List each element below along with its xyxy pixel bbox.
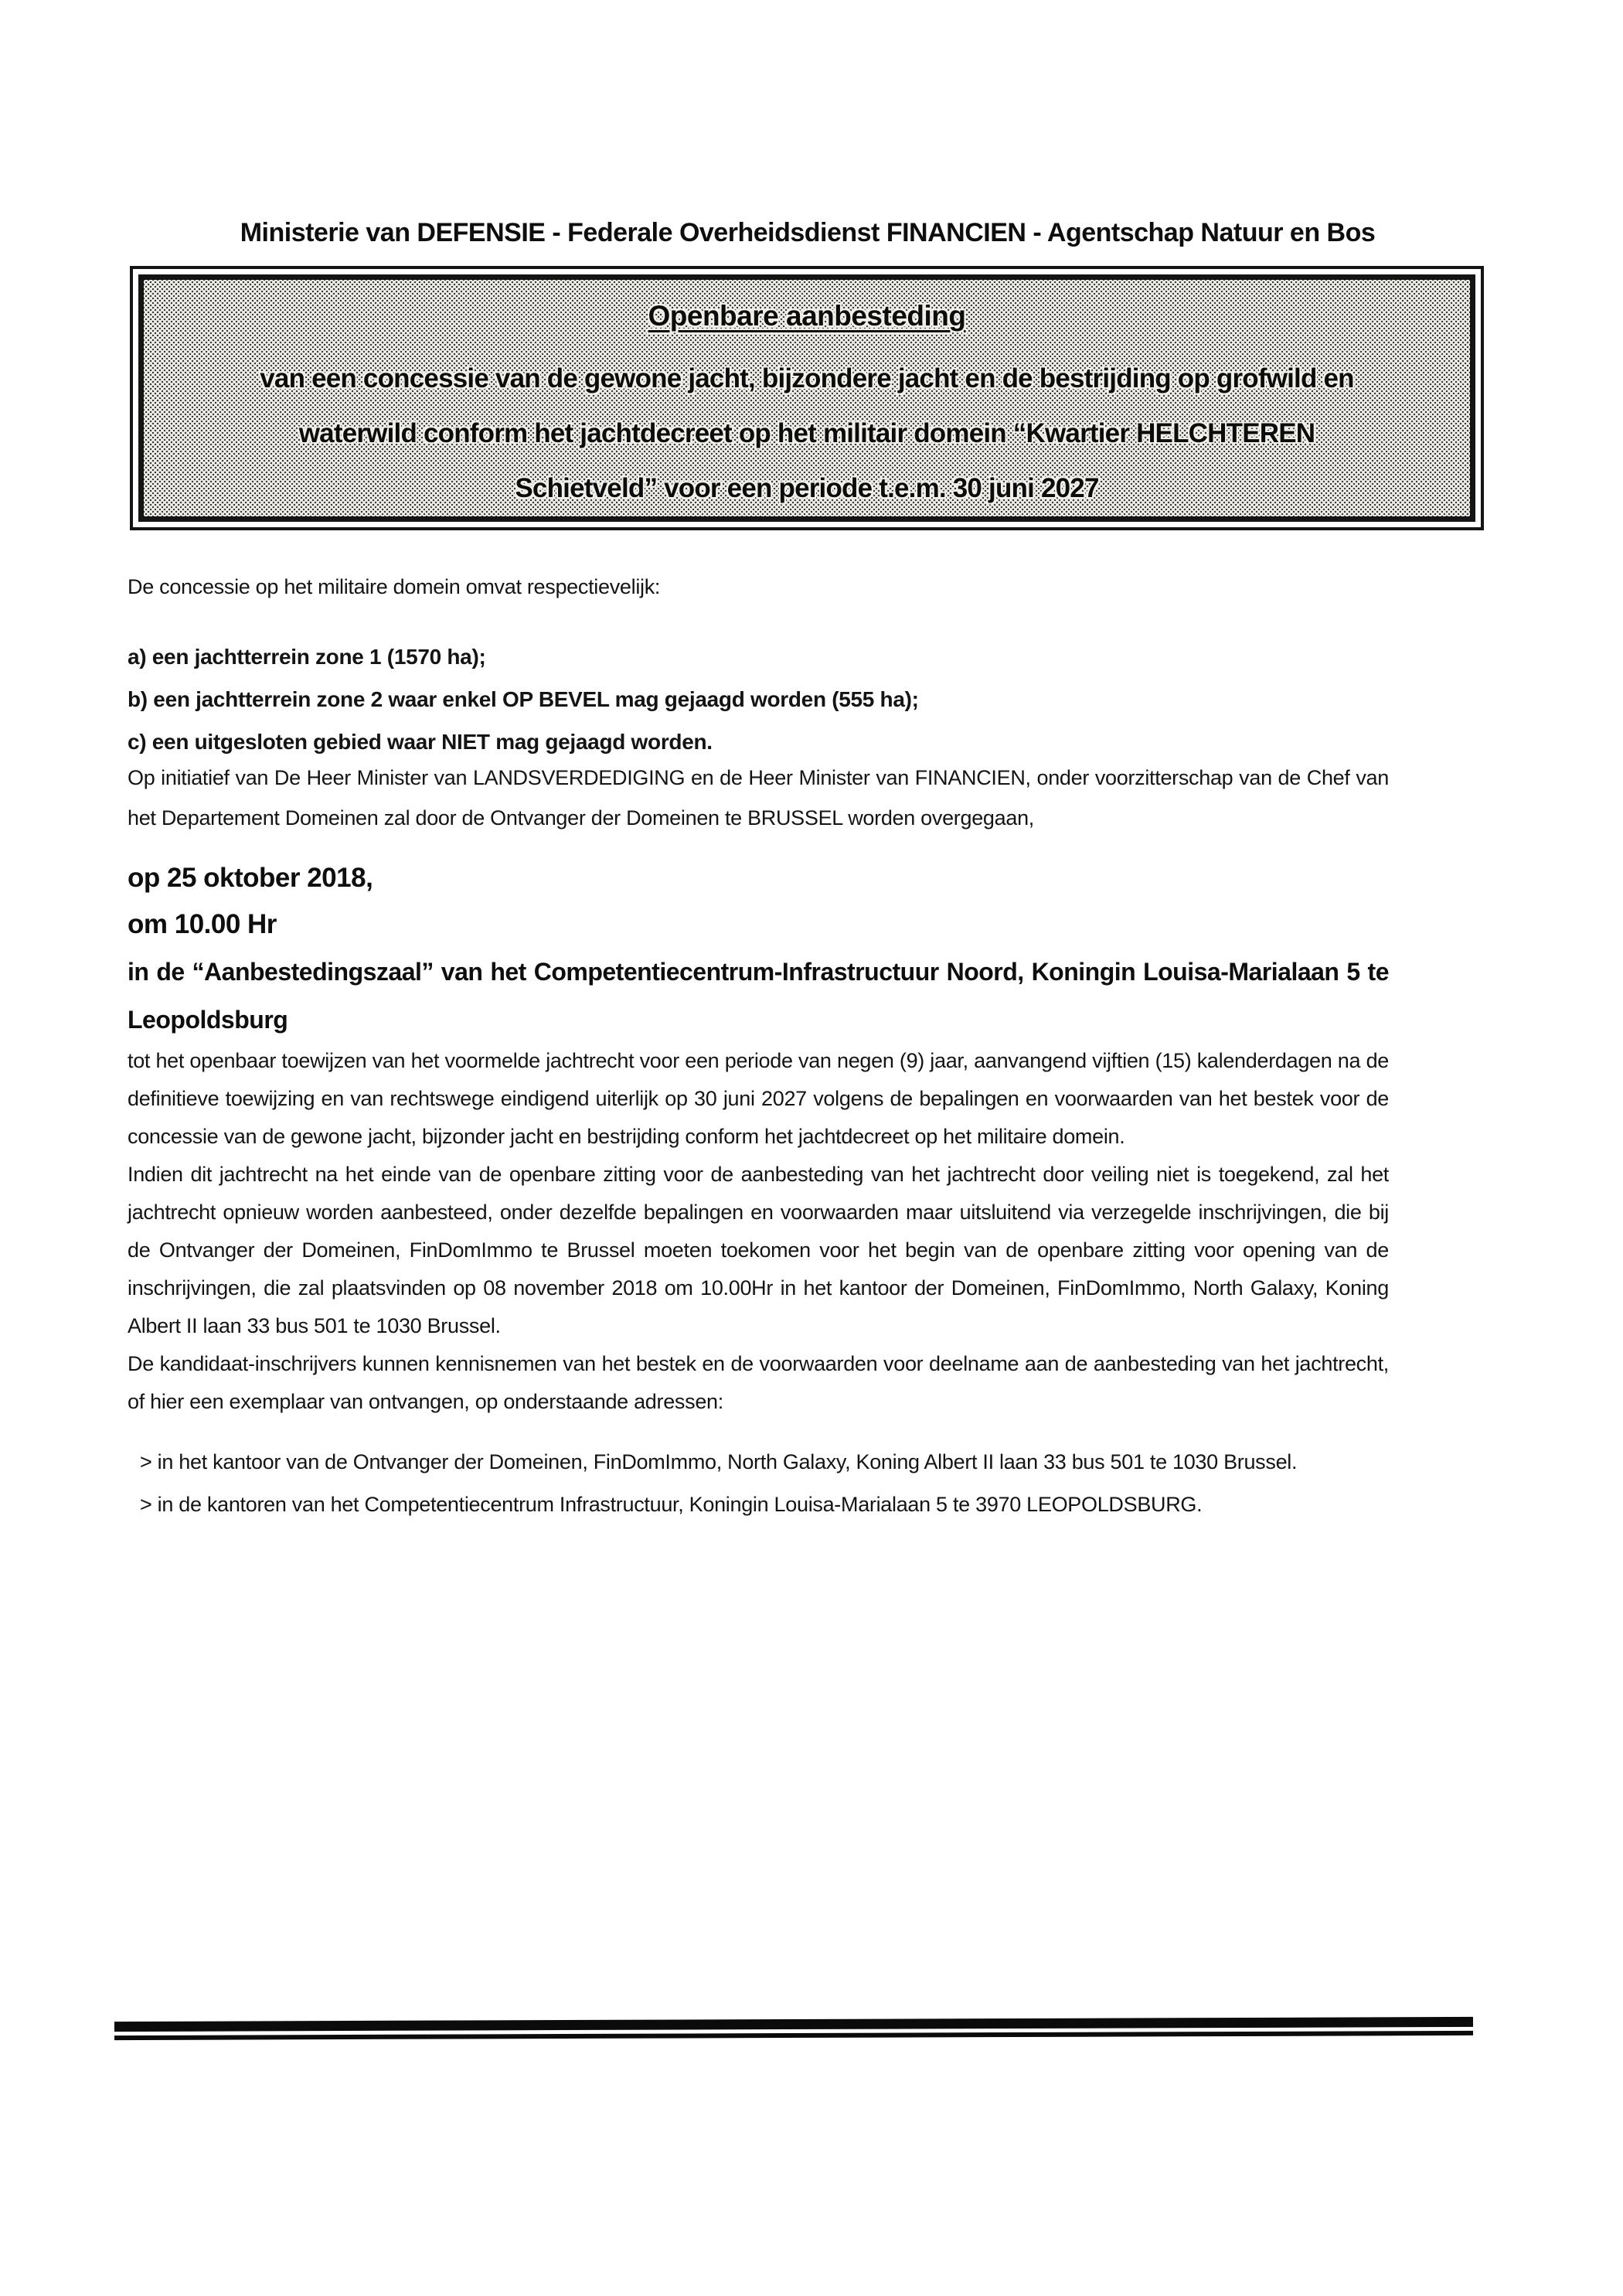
body-paragraph-2: Indien dit jachtrecht na het einde van de openbare zitting voor de aanbesteding van het jachtrecht door veiling niet is toegekend, zal het jachtrecht opnieuw worden aanbesteed, onder dezelfde bepalingen en voorwaarden maar uitsluitend via verzegelde inschrijvingen, die bij de Ontvanger der Domeinen, FinDomImmo te Brussel moeten toekomen voor het begin van de openbare zitting voor opening van de inschrijvingen, die zal plaatsvinden op 08 november 2018 om 10.00Hr in het kantoor der Domeinen, FinDomImmo, North Galaxy, Koning Albert II laan 33 bus 501 te 1030 Brussel.	[128, 1163, 1389, 1337]
zone-list	[128, 635, 1395, 763]
tender-title: Openbare aanbesteding	[648, 300, 966, 332]
session-details	[128, 855, 1389, 1044]
initiative-paragraph: Op initiatief van De Heer Minister van LANDSVERDEDIGING en de Heer Minister van FINANCIEN, onder voorzitterschap van de Chef van het Departement Domeinen zal door de Ontvanger der Domeinen te BRUSSEL worden overgegaan,	[128, 766, 1389, 829]
session-location: in de “Aanbestedingszaal” van het Competentiecentrum-Infrastructuur Noord, Koningin Louisa-Marialaan 5 te Leopoldsburg	[128, 958, 1389, 1034]
tender-subtitle-line-1: van een concessie van de gewone jacht, bijzondere jacht en de bestrijding op grofwild en	[260, 363, 1354, 393]
address-item-1: > in het kantoor van de Ontvanger der Domeinen, FinDomImmo, North Galaxy, Koning Albert II laan 33 bus 501 te 1030 Brussel.	[140, 1450, 1298, 1473]
lower-text-block	[128, 1042, 1389, 1526]
zone-item-c: c) een uitgesloten gebied waar NIET mag gejaagd worden.	[128, 730, 713, 754]
address-list	[128, 1441, 1389, 1526]
tender-title-box-inner	[138, 274, 1475, 522]
tender-title-box	[130, 266, 1484, 530]
tender-subtitle-line-2: waterwild conform het jachtdecreet op het militair domein “Kwartier HELCHTEREN	[298, 418, 1315, 448]
footer-double-rule	[114, 2017, 1473, 2040]
tender-subtitle-line-3: Schietveld” voor een periode t.e.m. 30 juni 2027	[515, 473, 1099, 503]
address-item-2: > in de kantoren van het Competentiecentrum Infrastructuur, Koningin Louisa-Marialaan 5 te 3970 LEOPOLDSBURG.	[140, 1493, 1203, 1516]
concession-intro-text: De concessie op het militaire domein omvat respectievelijk:	[128, 575, 661, 598]
body-paragraph-3: De kandidaat-inschrijvers kunnen kennisnemen van het bestek en de voorwaarden voor deelname aan de aanbesteding van het jachtrecht, of hier een exemplaar van ontvangen, op onderstaande adressen:	[128, 1352, 1389, 1413]
zone-item-a: a) een jachtterrein zone 1 (1570 ha);	[128, 645, 486, 669]
body-paragraph-1: tot het openbaar toewijzen van het voormelde jachtrecht voor een periode van negen (9) jaar, aanvangend vijftien (15) kalenderdagen na de definitieve toewijzing en van rechtswege eindigend uiterlijk op 30 juni 2027 volgens de bepalingen en voorwaarden van het bestek voor de concessie van de gewone jacht, bijzonder jacht en bestrijding conform het jachtdecreet op het militaire domein.	[128, 1049, 1389, 1148]
zone-item-b: b) een jachtterrein zone 2 waar enkel OP BEVEL mag gejaagd worden (555 ha);	[128, 687, 919, 711]
document-header: Ministerie van DEFENSIE - Federale Overheidsdienst FINANCIEN - Agentschap Natuur en Bos	[240, 218, 1376, 247]
session-date: op 25 oktober 2018,	[128, 863, 373, 893]
session-time: om 10.00 Hr	[128, 909, 277, 939]
